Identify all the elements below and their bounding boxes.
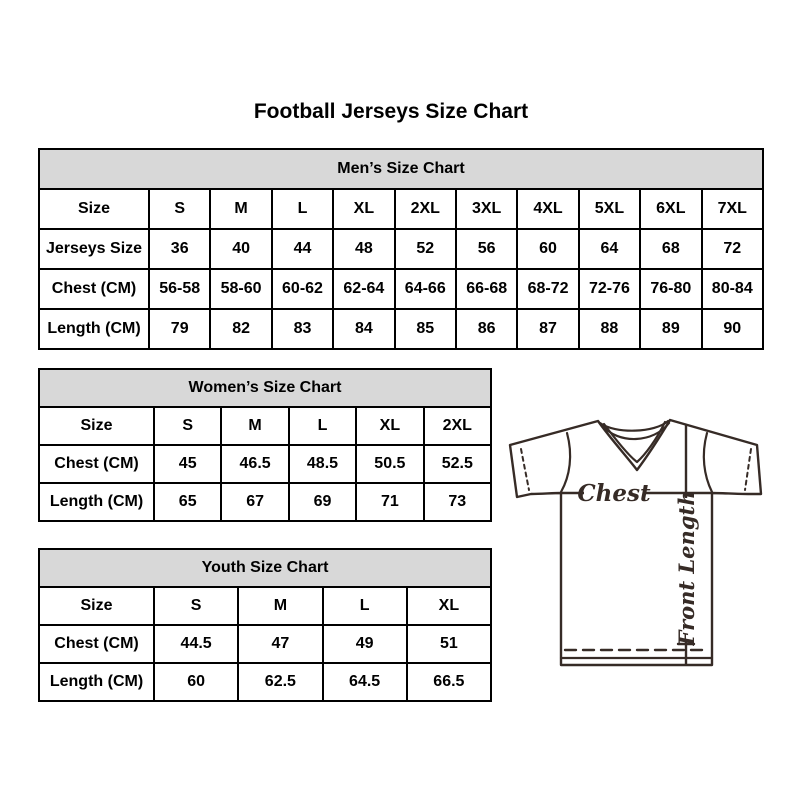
womens-size-value-cell: 65 [154, 483, 221, 521]
mens-size-value-cell: 79 [149, 309, 210, 349]
mens-row-label: Chest (CM) [39, 269, 149, 309]
youth-size-value-cell: 49 [323, 625, 407, 663]
womens-size-value-cell: 46.5 [221, 445, 288, 483]
mens-size-value-cell: 44 [272, 229, 333, 269]
mens-size-value-cell: 3XL [456, 189, 517, 229]
youth-size-table [38, 548, 492, 702]
mens-size-value-cell: 72 [702, 229, 763, 269]
youth-size-value-cell: 51 [407, 625, 491, 663]
mens-size-value-cell: 82 [210, 309, 271, 349]
mens-size-value-cell: 88 [579, 309, 640, 349]
mens-size-value-cell: 68-72 [517, 269, 578, 309]
youth-size-value-cell: 44.5 [154, 625, 238, 663]
youth-size-value-cell: 47 [238, 625, 322, 663]
womens-size-value-cell: 69 [289, 483, 356, 521]
youth-row-label: Size [39, 587, 154, 625]
mens-size-value-cell: 48 [333, 229, 394, 269]
youth-size-value-cell: S [154, 587, 238, 625]
youth-size-value-cell: 60 [154, 663, 238, 701]
mens-size-value-cell: 6XL [640, 189, 701, 229]
mens-size-value-cell: 56 [456, 229, 517, 269]
mens-size-value-cell: 66-68 [456, 269, 517, 309]
youth-size-value-cell: M [238, 587, 322, 625]
mens-size-value-cell: 4XL [517, 189, 578, 229]
mens-size-value-cell: S [149, 189, 210, 229]
youth-size-value-cell: L [323, 587, 407, 625]
mens-size-value-cell: XL [333, 189, 394, 229]
chest-label: Chest [577, 480, 651, 507]
mens-size-value-cell: 5XL [579, 189, 640, 229]
mens-size-value-cell: 72-76 [579, 269, 640, 309]
mens-size-value-cell: 36 [149, 229, 210, 269]
youth-row-label: Chest (CM) [39, 625, 154, 663]
mens-size-value-cell: 40 [210, 229, 271, 269]
womens-size-value-cell: 45 [154, 445, 221, 483]
mens-size-value-cell: 89 [640, 309, 701, 349]
mens-row-label: Jerseys Size [39, 229, 149, 269]
womens-size-value-cell: 52.5 [424, 445, 491, 483]
womens-size-value-cell: 67 [221, 483, 288, 521]
mens-size-value-cell: 56-58 [149, 269, 210, 309]
mens-size-value-cell: 87 [517, 309, 578, 349]
mens-size-value-cell: 60-62 [272, 269, 333, 309]
youth-size-value-cell: 62.5 [238, 663, 322, 701]
mens-size-value-cell: L [272, 189, 333, 229]
jersey-measurement-diagram [495, 408, 780, 680]
womens-size-value-cell: 48.5 [289, 445, 356, 483]
womens-row-label: Length (CM) [39, 483, 154, 521]
mens-size-value-cell: 76-80 [640, 269, 701, 309]
mens-size-table [38, 148, 764, 350]
mens-size-value-cell: 68 [640, 229, 701, 269]
mens-size-value-cell: 90 [702, 309, 763, 349]
womens-row-label: Size [39, 407, 154, 445]
mens-size-value-cell: 58-60 [210, 269, 271, 309]
womens-size-value-cell: XL [356, 407, 423, 445]
mens-size-value-cell: 62-64 [333, 269, 394, 309]
mens-size-value-cell: 7XL [702, 189, 763, 229]
page-title: Football Jerseys Size Chart [253, 100, 529, 123]
womens-row-label: Chest (CM) [39, 445, 154, 483]
mens-table-title: Men’s Size Chart [39, 149, 763, 189]
womens-size-value-cell: L [289, 407, 356, 445]
mens-size-value-cell: 86 [456, 309, 517, 349]
womens-size-table [38, 368, 492, 522]
womens-size-value-cell: 50.5 [356, 445, 423, 483]
youth-row-label: Length (CM) [39, 663, 154, 701]
mens-size-value-cell: 64-66 [395, 269, 456, 309]
mens-size-value-cell: 84 [333, 309, 394, 349]
womens-size-value-cell: M [221, 407, 288, 445]
mens-size-value-cell: 64 [579, 229, 640, 269]
womens-size-value-cell: S [154, 407, 221, 445]
mens-size-value-cell: 85 [395, 309, 456, 349]
mens-size-value-cell: 2XL [395, 189, 456, 229]
mens-size-value-cell: 83 [272, 309, 333, 349]
womens-size-value-cell: 71 [356, 483, 423, 521]
mens-row-label: Length (CM) [39, 309, 149, 349]
mens-size-value-cell: 80-84 [702, 269, 763, 309]
mens-size-value-cell: 60 [517, 229, 578, 269]
youth-table-title: Youth Size Chart [39, 549, 491, 587]
mens-size-value-cell: M [210, 189, 271, 229]
womens-table-title: Women’s Size Chart [39, 369, 491, 407]
front-length-label: Front Length [674, 490, 699, 646]
mens-row-label: Size [39, 189, 149, 229]
womens-size-value-cell: 2XL [424, 407, 491, 445]
mens-size-value-cell: 52 [395, 229, 456, 269]
womens-size-value-cell: 73 [424, 483, 491, 521]
jersey-outline-icon [510, 420, 761, 665]
youth-size-value-cell: 66.5 [407, 663, 491, 701]
youth-size-value-cell: XL [407, 587, 491, 625]
youth-size-value-cell: 64.5 [323, 663, 407, 701]
